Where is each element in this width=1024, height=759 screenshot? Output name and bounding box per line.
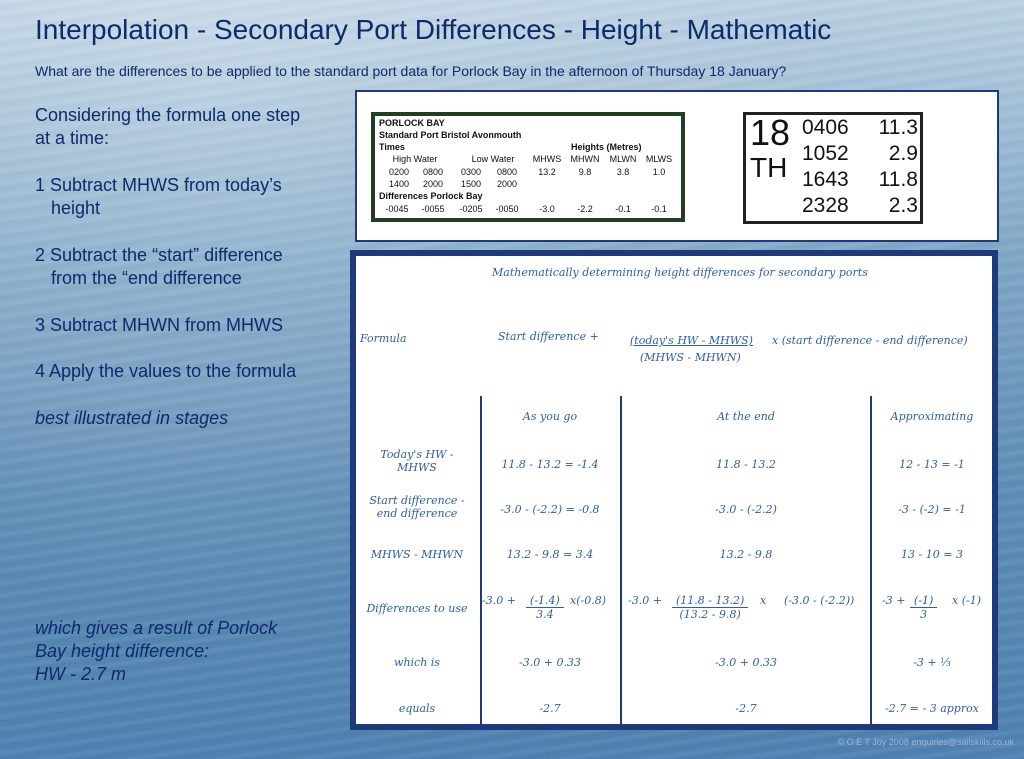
fraction — [910, 594, 937, 621]
row-label-start-end — [356, 494, 478, 520]
step-2-line-1: 2 Subtract the “start” difference — [35, 245, 283, 265]
tide-cell: 0300 — [460, 167, 482, 177]
step-2 — [35, 244, 283, 290]
tide-data-panel — [355, 90, 999, 242]
column-divider — [480, 396, 482, 730]
calc-cell: -3.0 - (-2.2) — [715, 503, 777, 516]
mhwn-header: MHWN — [570, 154, 600, 164]
tide-height: 2.3 — [888, 194, 918, 217]
calc-heading: Mathematically determining height differences for secondary ports — [492, 266, 868, 279]
result-line-2: Bay height difference: — [35, 641, 210, 661]
step-1-line-1: 1 Subtract MHWS from today’s — [35, 175, 282, 195]
diff-cell: -0055 — [421, 204, 445, 214]
row-label-line: MHWS — [397, 461, 437, 474]
mlws-header: MLWS — [645, 154, 673, 164]
diff-cell: -0050 — [495, 204, 519, 214]
fraction-prefix: -3 + — [882, 594, 906, 607]
intro-text — [35, 104, 300, 150]
tide-cell: 1.0 — [652, 167, 666, 177]
step-3: 3 Subtract MHWN from MHWS — [35, 315, 284, 335]
heights-label: Heights (Metres) — [571, 142, 642, 152]
tide-cell: 0800 — [422, 167, 444, 177]
diff-cell: -3.0 — [539, 204, 555, 214]
row-label-mhws-mhwn: MHWS - MHWN — [370, 548, 464, 561]
tide-cell: 0800 — [496, 167, 518, 177]
calc-cell: 13.2 - 9.8 = 3.4 — [506, 548, 594, 561]
fraction — [672, 594, 748, 621]
tide-time: 2328 — [802, 194, 849, 217]
tide-time: 1643 — [802, 168, 849, 191]
tide-time-row — [802, 116, 918, 140]
step-4: 4 Apply the values to the formula — [35, 361, 297, 381]
calc-cell: 13 - 10 = 3 — [901, 548, 963, 561]
differences-label: Differences Porlock Bay — [379, 191, 483, 201]
row-label-differences: Differences to use — [366, 602, 468, 615]
column-header: Approximating — [890, 410, 974, 423]
calc-cell: -2.7 — [735, 702, 757, 715]
copyright-notice: © O E T Joy 2008 enquiries@sailskills.co.uk — [837, 737, 1014, 747]
column-header: As you go — [522, 410, 578, 423]
diff-cell: -2.2 — [577, 204, 593, 214]
calc-cell: -3.0 + 0.33 — [519, 656, 581, 669]
fraction-denominator: 3.4 — [536, 608, 554, 621]
fraction-times: x — [760, 594, 767, 607]
step-1 — [35, 174, 282, 220]
diff-cell: -0.1 — [651, 204, 667, 214]
row-label-todays-hw — [356, 448, 478, 474]
calc-cell: 12 - 13 = -1 — [899, 458, 965, 471]
fraction-suffix: x (-1) — [952, 594, 981, 607]
tide-table — [371, 112, 685, 222]
fraction-suffix: x(-0.8) — [570, 594, 606, 607]
row-label-line: Today's HW - — [380, 448, 454, 461]
row-label-line: Start difference - — [369, 494, 465, 507]
tide-cell: 13.2 — [538, 167, 556, 177]
calculation-panel — [350, 250, 998, 730]
calc-cell: -2.7 = - 3 approx — [885, 702, 979, 715]
tide-height: 11.3 — [878, 116, 918, 139]
fraction-numerator: (-1.4) — [526, 594, 564, 608]
calc-cell: -3 - (-2) = -1 — [898, 503, 966, 516]
calc-cell: 13.2 - 9.8 — [719, 548, 773, 561]
row-label-equals: equals — [398, 702, 436, 715]
row-label-which-is: which is — [394, 656, 440, 669]
date-day: 18 — [750, 112, 791, 153]
tide-cell: 1500 — [460, 179, 482, 189]
tide-time: 1052 — [802, 142, 849, 165]
mlwn-header: MLWN — [609, 154, 637, 164]
formula-label: Formula — [360, 332, 407, 345]
formula-start: Start difference + — [498, 330, 599, 343]
diff-cell: -0205 — [459, 204, 483, 214]
result-line-1: which gives a result of Porlock — [35, 618, 278, 638]
fraction-suffix: (-3.0 - (-2.2)) — [784, 594, 855, 607]
question-text: What are the differences to be applied to the standard port data for Porlock Bay in the afternoon of Thursday 18 January? — [35, 63, 787, 79]
tide-cell: 3.8 — [616, 167, 630, 177]
mhws-header: MHWS — [532, 154, 562, 164]
page-title: Interpolation - Secondary Port Differences - Height - Mathematic — [35, 14, 832, 45]
tide-time: 0406 — [802, 116, 849, 139]
calc-cell: -3.0 - (-2.2) = -0.8 — [500, 503, 600, 516]
high-water-header: High Water — [392, 154, 438, 164]
tide-time-row — [802, 142, 918, 166]
formula-numerator: (today's HW - MHWS) — [630, 334, 753, 347]
tide-time-row — [802, 194, 918, 218]
fraction-prefix: -3.0 + — [628, 594, 662, 607]
intro-line-2: at a time: — [35, 128, 110, 148]
calc-cell: 11.8 - 13.2 = -1.4 — [501, 458, 599, 471]
step-2-line-2: from the “end difference — [51, 268, 242, 288]
tide-height: 11.8 — [878, 168, 918, 191]
low-water-header: Low Water — [471, 154, 515, 164]
column-divider — [620, 396, 622, 730]
diff-cell: -0045 — [385, 204, 409, 214]
calc-cell: -2.7 — [539, 702, 561, 715]
tide-height: 2.9 — [888, 142, 918, 165]
tide-cell: 1400 — [388, 179, 410, 189]
tide-time-row — [802, 168, 918, 192]
formula-multiplier: x (start difference - end difference) — [772, 334, 968, 347]
row-label-line: end difference — [376, 507, 458, 520]
tide-cell: 2000 — [422, 179, 444, 189]
day-of-week: TH — [750, 152, 788, 183]
calc-cell: 11.8 - 13.2 — [716, 458, 776, 471]
calc-cell: -3.0 + 0.33 — [715, 656, 777, 669]
formula-denominator: (MHWS - MHWN) — [640, 351, 741, 364]
calc-cell: -3 + ⅓ — [913, 656, 951, 669]
diff-cell: -0.1 — [615, 204, 631, 214]
result-text — [35, 617, 277, 686]
tide-cell: 0200 — [388, 167, 410, 177]
standard-port-label: Standard Port Bristol Avonmouth — [379, 130, 522, 140]
times-label: Times — [379, 142, 405, 152]
result-line-3: HW - 2.7 m — [35, 664, 127, 684]
column-header: At the end — [717, 410, 775, 423]
fraction-numerator: (-1) — [910, 594, 937, 608]
fraction-denominator: (13.2 - 9.8) — [679, 608, 741, 621]
fraction — [526, 594, 564, 621]
tide-times-box — [743, 112, 923, 224]
fraction-prefix: -3.0 + — [482, 594, 516, 607]
intro-line-1: Considering the formula one step — [35, 105, 301, 125]
fraction-numerator: (11.8 - 13.2) — [672, 594, 748, 608]
tide-table-title: PORLOCK BAY — [379, 118, 445, 128]
best-illustrated-text: best illustrated in stages — [35, 408, 229, 428]
fraction-denominator: 3 — [920, 608, 928, 621]
tide-cell: 9.8 — [578, 167, 592, 177]
column-divider — [870, 396, 872, 730]
tide-cell: 2000 — [496, 179, 518, 189]
step-1-line-2: height — [51, 198, 101, 218]
